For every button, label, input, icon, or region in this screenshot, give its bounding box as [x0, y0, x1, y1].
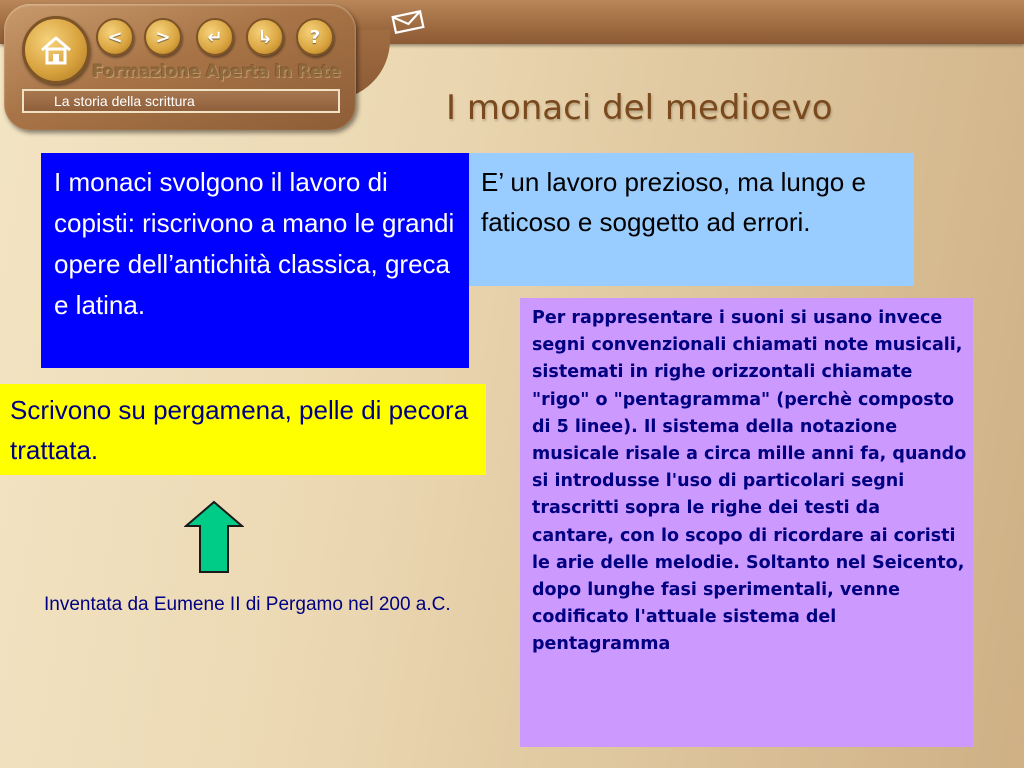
forward-icon: > [155, 26, 171, 48]
parchment-caption: Inventata da Eumene II di Pergamo nel 200 a.C. [44, 594, 451, 615]
forward-button[interactable] [144, 18, 182, 56]
course-title: La storia della scrittura [22, 89, 340, 113]
up-button[interactable] [246, 18, 284, 56]
envelope-icon[interactable] [388, 10, 428, 34]
copyists-box: I monaci svolgono il lavoro di copisti: riscrivono a mano le grandi opere dell’antichità classica, greca e latina. [41, 153, 469, 368]
up-level-icon: ↳ [257, 26, 273, 48]
return-icon: ↵ [207, 26, 223, 48]
back-icon: < [107, 26, 123, 48]
back-button[interactable] [96, 18, 134, 56]
home-button[interactable] [22, 16, 90, 84]
precious-work-box: E’ un lavoro prezioso, ma lungo e faticoso e soggetto ad errori. [469, 153, 914, 286]
home-icon [39, 35, 73, 65]
brand-logo-text: Formazione Aperta in Rete [92, 62, 341, 82]
return-button[interactable] [196, 18, 234, 56]
help-icon: ? [309, 26, 321, 48]
up-arrow-icon [184, 500, 244, 574]
parchment-box: Scrivono su pergamena, pelle di pecora trattata. [0, 384, 486, 475]
page-title: I monaci del medioevo [446, 88, 833, 128]
music-notation-box: Per rappresentare i suoni si usano invece segni convenzionali chiamati note musicali, sistemati in righe orizzontali chiamate "rigo" o "pentagramma" (perchè composto di 5 linee). Il sistema della notazione musicale risale a circa mille anni fa, quando si introdusse l'uso di particolari segni trascritti sopra le righe dei testi da cantare, con lo scopo di ricordare ai coristi le arie delle melodie. Soltanto nel Seicento, dopo lunghe fasi sperimentali, venne codificato l'attuale sistema del pentagramma [520, 298, 973, 747]
help-button[interactable] [296, 18, 334, 56]
